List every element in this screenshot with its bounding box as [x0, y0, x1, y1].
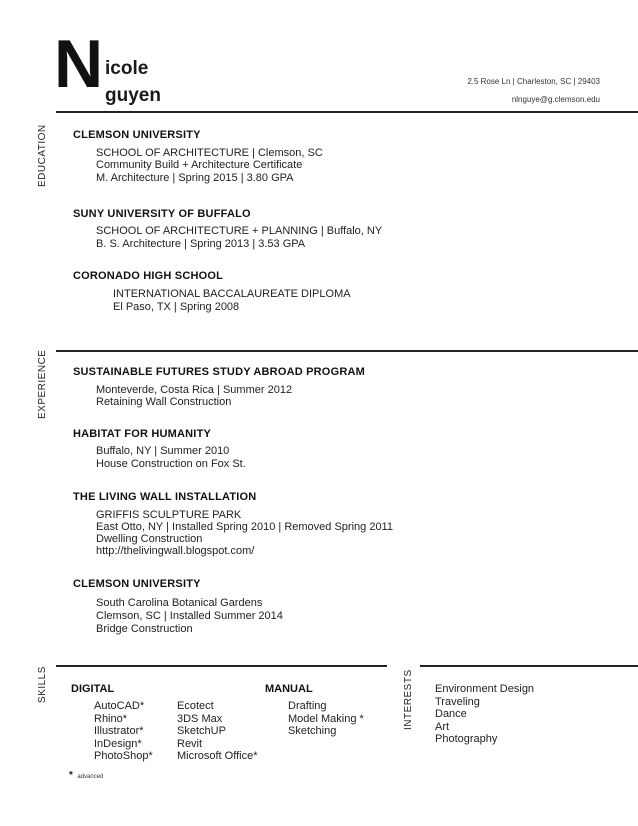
section-label-interests: INTERESTS: [403, 669, 414, 730]
address: 2.5 Rose Ln | Charleston, SC | 29403: [467, 77, 600, 86]
exp-line: East Otto, NY | Installed Spring 2010 | Removed Spring 2011: [96, 521, 393, 533]
edu-title-1: CLEMSON UNIVERSITY: [73, 129, 201, 141]
interests-rule: [420, 665, 638, 667]
edu-line: M. Architecture | Spring 2015 | 3.80 GPA: [96, 172, 294, 184]
skill-item: Microsoft Office*: [177, 750, 258, 762]
exp-line: Retaining Wall Construction: [96, 396, 232, 408]
skill-item: Sketching: [288, 725, 337, 737]
email: nlnguye@g.clemson.edu: [511, 95, 600, 104]
exp-line: GRIFFIS SCULPTURE PARK: [96, 509, 242, 521]
exp-title-4: CLEMSON UNIVERSITY: [73, 578, 201, 590]
section-label-experience: EXPERIENCE: [37, 349, 48, 419]
interest-item: Art: [435, 721, 450, 733]
footnote: [69, 765, 103, 783]
footnote-mark: *: [69, 770, 73, 781]
interest-item: Environment Design: [435, 683, 535, 695]
skill-item: Illustrator*: [94, 725, 144, 737]
exp-line: Clemson, SC | Installed Summer 2014: [96, 610, 283, 622]
edu-line: SCHOOL OF ARCHITECTURE + PLANNING | Buffalo, NY: [96, 225, 383, 237]
name-initial: N: [54, 26, 104, 102]
edu-title-2: SUNY UNIVERSITY OF BUFFALO: [73, 208, 251, 220]
skill-item: PhotoShop*: [94, 750, 153, 762]
skills-digital-heading: DIGITAL: [71, 683, 115, 695]
exp-line: Monteverde, Costa Rica | Summer 2012: [96, 384, 293, 396]
last-name: guyen: [105, 85, 161, 106]
edu-line: El Paso, TX | Spring 2008: [113, 301, 240, 313]
skills-manual-heading: MANUAL: [265, 683, 313, 695]
first-name: icole: [105, 58, 149, 79]
exp-line: Bridge Construction: [96, 623, 193, 635]
exp-line: Dwelling Construction: [96, 533, 203, 545]
exp-title-3: THE LIVING WALL INSTALLATION: [73, 491, 257, 503]
exp-line: House Construction on Fox St.: [96, 458, 246, 470]
edu-line: SCHOOL OF ARCHITECTURE | Clemson, SC: [96, 147, 323, 159]
skill-item: 3DS Max: [177, 713, 223, 725]
edu-title-3: CORONADO HIGH SCHOOL: [73, 270, 224, 282]
skill-item: Rhino*: [94, 713, 128, 725]
section-label-skills: SKILLS: [37, 666, 48, 703]
exp-line: Buffalo, NY | Summer 2010: [96, 445, 230, 457]
skill-item: Drafting: [288, 700, 327, 712]
edu-line: INTERNATIONAL BACCALAUREATE DIPLOMA: [113, 288, 351, 300]
exp-title-2: HABITAT FOR HUMANITY: [73, 428, 212, 440]
edu-line: B. S. Architecture | Spring 2013 | 3.53 GPA: [96, 238, 306, 250]
section-label-education: EDUCATION: [37, 124, 48, 187]
edu-line: Community Build + Architecture Certificate: [96, 159, 303, 171]
exp-line: http://thelivingwall.blogspot.com/: [96, 545, 255, 557]
skill-item: Model Making *: [288, 713, 364, 725]
footnote-text: advanced: [77, 774, 104, 780]
skill-item: InDesign*: [94, 738, 142, 750]
interest-item: Photography: [435, 733, 498, 745]
skills-rule: [56, 665, 387, 667]
interest-item: Dance: [435, 708, 467, 720]
exp-line: South Carolina Botanical Gardens: [96, 597, 263, 609]
experience-rule: [56, 350, 638, 352]
skill-item: Revit: [177, 738, 203, 750]
skill-item: SketchUP: [177, 725, 226, 737]
skill-item: Ecotect: [177, 700, 214, 712]
exp-title-1: SUSTAINABLE FUTURES STUDY ABROAD PROGRAM: [73, 366, 365, 378]
skill-item: AutoCAD*: [94, 700, 145, 712]
header-rule: [56, 111, 638, 113]
interest-item: Traveling: [435, 696, 480, 708]
